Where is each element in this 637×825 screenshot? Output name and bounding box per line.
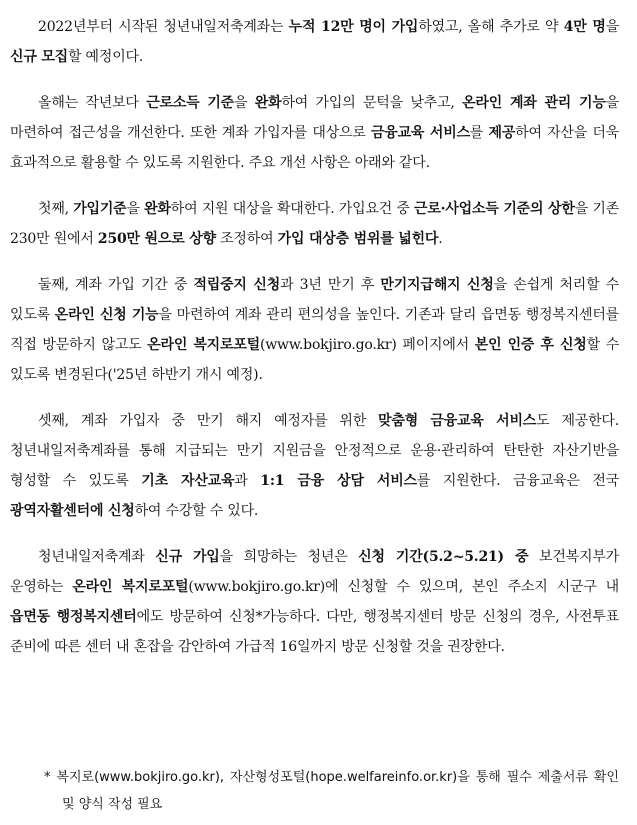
body-text: 둘째, 계좌 가입 기간 중 <box>38 277 194 293</box>
emphasis-text: 가입 대상층 범위를 넓힌다 <box>277 231 439 247</box>
body-text: 에도 방문하여 신청*가능하다. 다만, 행정복지센터 방문 신청의 경우, 사전투표 준비에 따른 센터 내 혼잡을 감안하여 가급적 16일까지 방문 신청할 것을 권장한다. <box>10 609 619 655</box>
body-text: 을 희망하는 청년은 <box>219 549 359 565</box>
emphasis-text: 근로소득 기준 <box>146 95 235 111</box>
body-text: 를 <box>469 125 489 141</box>
paragraph-third <box>10 406 619 526</box>
body-text: 하였고, 올해 추가로 약 <box>418 19 564 35</box>
emphasis-text: 광역자활센터에 신청 <box>10 503 135 519</box>
emphasis-text: 1:1 금융 상담 서비스 <box>260 473 417 489</box>
emphasis-text: 4만 명 <box>563 19 606 35</box>
body-text: 도 제공한다. 청년내일저축계좌를 통해 지급되는 만기 지원금을 안정적으로 운용·관리하여 탄탄한 자산기반을 형성할 수 있도록 <box>10 413 619 489</box>
body-text: 하여 가입의 문턱을 낮추고, <box>281 95 463 111</box>
body-text: 을 기존 230만 원에서 <box>10 201 619 247</box>
body-text: 청년내일저축계좌 <box>38 549 156 565</box>
emphasis-text: 기초 자산교육 <box>141 473 235 489</box>
paragraph-application <box>10 542 619 662</box>
body-text: 을 마련하여 접근성을 개선한다. 또한 계좌 가입자를 대상으로 <box>10 95 619 141</box>
paragraph-overview <box>10 88 619 178</box>
emphasis-text: 제공 <box>488 125 516 141</box>
body-text: 보건복지부가 운영하는 <box>10 549 619 595</box>
emphasis-text: 신청 기간 <box>358 549 423 565</box>
body-text: (www.bokjiro.go.kr)에 신청할 수 있으며, 본인 주소지 시군구 내 <box>188 579 619 595</box>
body-text: 과 <box>234 473 261 489</box>
footnote: * 복지로(www.bokjiro.go.kr), 자산형성포털(hope.welfareinfo.or.kr)을 통해 필수 제출서류 확인 및 양식 작성 필요 <box>44 770 619 812</box>
body-text: 할 수 있도록 변경된다('25년 하반기 개시 예정). <box>10 337 620 383</box>
paragraph-first <box>10 194 619 254</box>
emphasis-text: 가입기준 <box>73 201 127 217</box>
body-text: 과 3년 만기 후 <box>280 277 381 293</box>
body-text: 을 손쉽게 처리할 수 있도록 <box>10 277 620 323</box>
emphasis-text: (5.2~5.21) <box>422 549 516 565</box>
emphasis-text: 완화 <box>144 201 171 217</box>
body-text: 하여 지원 대상을 확대한다. 가입요건 중 <box>170 201 415 217</box>
body-text: 하여 자산을 더욱 효과적으로 활용할 수 있도록 지원한다. 주요 개선 사항은 아래와 같다. <box>10 125 619 171</box>
emphasis-text: 중 <box>515 549 529 565</box>
body-text: 을 <box>605 19 619 35</box>
body-text: 올해는 작년보다 <box>38 95 147 111</box>
emphasis-text: 온라인 계좌 관리 기능 <box>462 95 606 111</box>
body-text: . <box>438 231 443 247</box>
emphasis-text: 온라인 복지로포털 <box>147 337 260 353</box>
emphasis-text: 적립중지 신청 <box>193 277 281 293</box>
body-text: 을 마련하여 계좌 관리 편의성을 높인다. 기존과 달리 읍면동 행정복지센터를 직접 방문하지 않고도 <box>10 307 619 353</box>
emphasis-text: 온라인 복지로포털 <box>72 579 189 595</box>
emphasis-text: 본인 인증 후 신청 <box>474 337 587 353</box>
emphasis-text: 250만 원으로 상향 <box>97 231 216 247</box>
emphasis-text: 맞춤형 금융교육 서비스 <box>378 413 537 429</box>
body-text: (www.bokjiro.go.kr) 페이지에서 <box>259 337 475 353</box>
emphasis-text: 신규 가입 <box>155 549 220 565</box>
body-text: 을 <box>234 95 255 111</box>
emphasis-text: 신규 모집 <box>10 49 68 65</box>
paragraph-intro <box>10 12 619 72</box>
emphasis-text: 근로·사업소득 기준의 상한 <box>414 201 575 217</box>
body-text: 할 예정이다. <box>67 49 144 65</box>
emphasis-text: 읍면동 행정복지센터 <box>10 609 137 625</box>
paragraph-second <box>10 270 619 390</box>
body-text: 2022년부터 시작된 청년내일저축계좌는 <box>38 19 289 35</box>
body-text: 을 <box>126 201 145 217</box>
body-text: 조정하여 <box>215 231 278 247</box>
body-text: 하여 수강할 수 있다. <box>134 503 259 519</box>
emphasis-text: 만기지급해지 신청 <box>380 277 494 293</box>
emphasis-text: 완화 <box>254 95 282 111</box>
emphasis-text: 온라인 신청 기능 <box>54 307 159 323</box>
body-text: 셋째, 계좌 가입자 중 만기 해지 예정자를 위한 <box>38 413 379 429</box>
body-text: 를 지원한다. 금융교육은 전국 <box>416 473 619 489</box>
emphasis-text: 금융교육 서비스 <box>370 125 470 141</box>
emphasis-text: 누적 12만 명이 가입 <box>288 19 419 35</box>
body-text: 첫째, <box>38 201 74 217</box>
